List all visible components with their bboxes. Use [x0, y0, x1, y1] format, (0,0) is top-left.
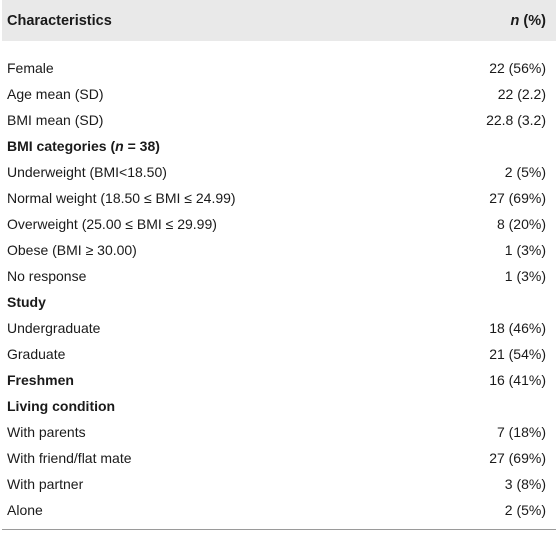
table-row — [2, 237, 556, 263]
table-row — [2, 211, 556, 237]
section-heading: BMI categories (n = 38) — [7, 138, 160, 154]
row-value: 22.8 (3.2) — [486, 112, 546, 128]
table-row — [2, 263, 556, 289]
row-label: Underweight (BMI<18.50) — [7, 164, 167, 180]
section-row-freshmen — [2, 367, 556, 393]
table-row — [2, 107, 556, 133]
table-row — [2, 497, 556, 523]
row-value: 2 (5%) — [504, 164, 546, 180]
row-label: Graduate — [7, 346, 66, 362]
header-n-percent — [428, 0, 556, 41]
row-value: 27 (69%) — [489, 450, 546, 466]
table-row — [2, 81, 556, 107]
row-value — [428, 289, 556, 315]
section-row-living-condition — [2, 393, 556, 419]
row-value: 8 (20%) — [496, 216, 546, 232]
table-header-row — [2, 0, 556, 41]
table-row — [2, 419, 556, 445]
row-label: Female — [7, 60, 54, 76]
row-value: 1 (3%) — [504, 242, 546, 258]
section-row-bmi-categories — [2, 133, 556, 159]
section-heading: Study — [7, 294, 46, 310]
table-bottom-rule — [2, 529, 556, 530]
row-value: 7 (18%) — [496, 424, 546, 440]
row-label: Undergraduate — [7, 320, 101, 336]
row-label: Normal weight (18.50 ≤ BMI ≤ 24.99) — [7, 190, 236, 206]
table-row — [2, 185, 556, 211]
table-row — [2, 341, 556, 367]
row-value: 2 (5%) — [504, 502, 546, 518]
table-row — [2, 159, 556, 185]
row-value: 22 (56%) — [489, 60, 546, 76]
section-row-study — [2, 289, 556, 315]
section-heading: Living condition — [7, 398, 116, 414]
header-percent: (%) — [519, 12, 546, 29]
header-characteristics: Characteristics — [7, 12, 112, 29]
row-label: Overweight (25.00 ≤ BMI ≤ 29.99) — [7, 216, 217, 232]
section-heading: Freshmen — [7, 372, 74, 388]
characteristics-table — [2, 0, 556, 523]
header-n: n — [510, 12, 520, 29]
table-row — [2, 55, 556, 81]
row-value: 18 (46%) — [489, 320, 546, 336]
table-row — [2, 445, 556, 471]
row-label: No response — [7, 268, 87, 284]
row-value: 21 (54%) — [489, 346, 546, 362]
characteristics-table-container — [2, 0, 556, 530]
row-label: Alone — [7, 502, 43, 518]
row-label: Obese (BMI ≥ 30.00) — [7, 242, 137, 258]
row-label: Age mean (SD) — [7, 86, 104, 102]
row-value: 27 (69%) — [489, 190, 546, 206]
row-label: BMI mean (SD) — [7, 112, 104, 128]
row-value: 22 (2.2) — [497, 86, 546, 102]
table-row — [2, 471, 556, 497]
table-row — [2, 315, 556, 341]
row-label: With partner — [7, 476, 84, 492]
row-label: With parents — [7, 424, 86, 440]
header-spacer — [2, 41, 556, 55]
row-value: 16 (41%) — [489, 372, 546, 388]
row-value: 3 (8%) — [504, 476, 546, 492]
row-value — [428, 133, 556, 159]
row-value: 1 (3%) — [504, 268, 546, 284]
row-label: With friend/flat mate — [7, 450, 132, 466]
row-value — [428, 393, 556, 419]
